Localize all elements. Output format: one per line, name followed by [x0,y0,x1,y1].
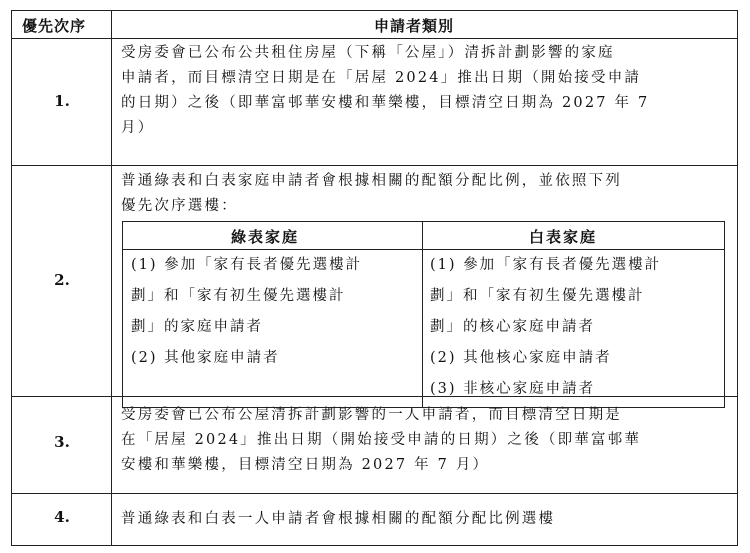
row-divider [12,165,737,166]
text-line: 在「居屋 2024」推出日期（開始接受申請的日期）之後（即華富邨華 [121,432,642,448]
row-text [121,403,641,478]
text-line: 申請者，而目標清空日期是在「居屋 2024」推出日期（開始接受申請 [121,70,642,86]
green-form-header: 綠表家庭 [231,228,300,246]
row-text [121,507,555,532]
list-line: (2) 其他核心家庭申請者 [430,350,612,366]
priority-table [11,10,738,546]
text-line: 普通綠表和白表一人申請者會根據相關的配額分配比例選樓 [121,511,556,527]
list-line: (1) 參加「家有長者優先選樓計 [131,257,363,273]
row-number: 2. [54,271,70,289]
green-form-list [131,250,362,374]
list-line: 劃」和「家有初生優先選樓計 [131,288,346,304]
row-text [121,41,649,141]
family-type-subtable [122,221,725,408]
text-line: 受房委會已公布公共租住房屋（下稱「公屋」）清拆計劃影響的家庭 [121,45,615,61]
list-line: (2) 其他家庭申請者 [131,350,280,366]
list-line: (1) 參加「家有長者優先選樓計 [430,257,662,273]
text-line: 優先次序選樓： [121,198,238,214]
list-line: 劃」的核心家庭申請者 [430,319,595,335]
row-number: 3. [54,433,70,451]
text-line: 安樓和華樂樓，目標清空日期為 2027 年 7 月） [121,457,490,473]
list-line: 劃」和「家有初生優先選樓計 [430,288,645,304]
header-divider [12,38,737,39]
white-form-header: 白表家庭 [529,228,598,246]
list-line: 劃」的家庭申請者 [131,319,263,335]
header-priority: 優先次序 [22,17,87,35]
row-number: 1. [54,92,70,110]
header-category: 申請者類別 [374,17,455,35]
white-form-list [430,250,661,405]
row-divider [12,493,737,494]
row-number: 4. [54,508,70,526]
text-line: 受房委會已公布公屋清拆計劃影響的一人申請者，而目標清空日期是 [121,407,622,423]
text-line: 普通綠表和白表家庭申請者會根據相關的配額分配比例，並依照下列 [121,173,622,189]
list-line: (3) 非核心家庭申請者 [430,381,596,397]
text-line: 的日期）之後（即華富邨華安樓和華樂樓，目標清空日期為 2027 年 7 [121,95,650,111]
text-line: 月） [121,120,155,136]
row-text [121,169,622,219]
